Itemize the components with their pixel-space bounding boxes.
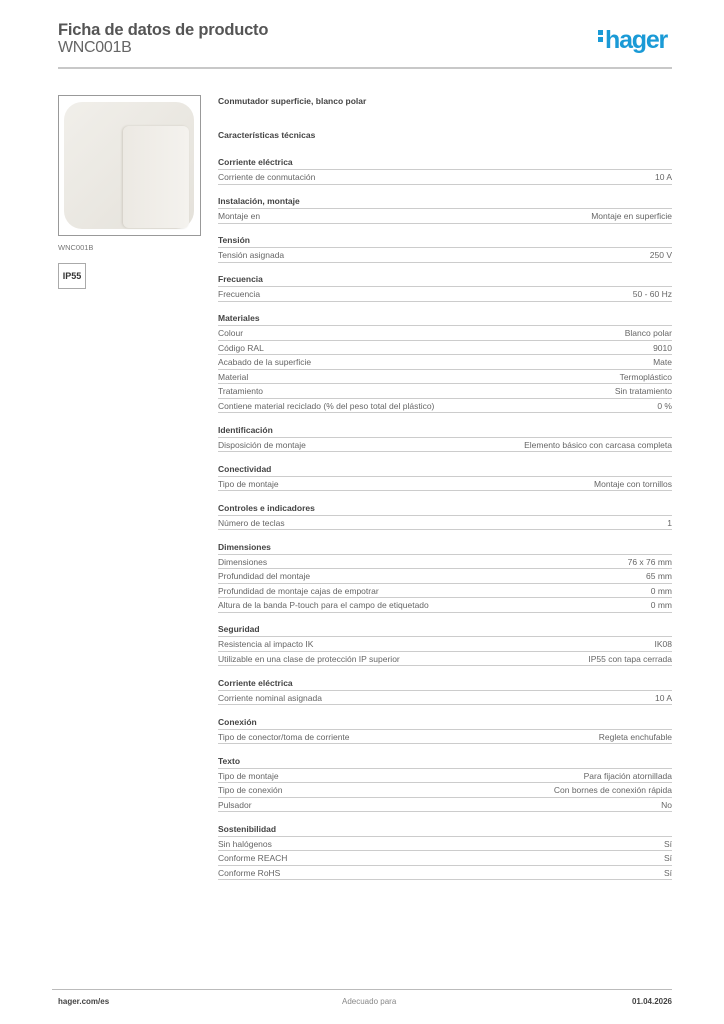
section-heading: Corriente eléctrica [218,155,672,170]
image-caption: WNC001B [58,243,94,252]
section-heading: Controles e indicadores [218,501,672,516]
spec-row [218,555,672,570]
footer-website-link[interactable]: hager.com/es [58,997,110,1006]
spec-section [218,272,672,302]
spec-label: Profundidad de montaje cajas de empotrar [218,585,379,596]
spec-value: 10 A [654,692,672,703]
hager-logo [598,26,667,55]
spec-row [218,851,672,866]
spec-row [218,248,672,263]
spec-label: Corriente de conmutación [218,172,316,182]
spec-row [218,209,672,224]
spec-section [218,822,672,881]
tech-characteristics-heading: Características técnicas [218,130,316,140]
spec-label: Tipo de conector/toma de corriente [218,731,350,742]
spec-value: Montaje en superficie [591,211,672,221]
spec-value: 0 % [657,400,672,411]
spec-row [218,384,672,399]
logo-dots-icon [598,28,603,44]
footer-date: 01.04.2026 [631,997,672,1006]
spec-label: Tipo de montaje [218,478,279,489]
spec-row [218,326,672,341]
spec-label: Código RAL [218,342,264,353]
spec-section [218,423,672,453]
spec-label: Tratamiento [218,386,264,396]
spec-row [218,837,672,852]
spec-label: Sin halógenos [218,838,272,849]
spec-label: Tipo de montaje [218,770,279,781]
spec-value: Sí [663,838,672,849]
spec-label: Contiene material reciclado (% del peso total del plástico) [218,400,435,411]
spec-row [218,584,672,599]
spec-value: 65 mm [646,571,672,581]
spec-section [218,155,672,185]
footer-center-text: Adecuado para [342,997,397,1006]
spec-section [218,676,672,706]
spec-label: Tipo de conexión [218,785,283,795]
spec-label: Montaje en [218,211,261,221]
spec-row [218,598,672,613]
spec-label: Corriente nominal asignada [218,692,322,703]
spec-section [218,715,672,745]
section-heading: Frecuencia [218,272,672,287]
spec-label: Disposición de montaje [218,439,306,450]
spec-value: Sí [663,853,672,863]
spec-value: 76 x 76 mm [627,556,672,567]
spec-value: No [661,799,672,810]
section-heading: Instalación, montaje [218,194,672,209]
spec-value: Regleta enchufable [598,731,672,742]
spec-row [218,370,672,385]
spec-row [218,798,672,813]
spec-label: Tensión asignada [218,250,285,260]
spec-value: 50 - 60 Hz [632,289,672,299]
spec-section [218,622,672,666]
spec-section [218,311,672,413]
spec-value: Sí [663,867,672,878]
spec-section [218,233,672,263]
page-title: Ficha de datos de producto [58,21,269,39]
spec-row [218,730,672,745]
footer-divider [52,989,672,990]
spec-section [218,462,672,492]
section-heading: Dimensiones [218,540,672,555]
spec-row [218,399,672,414]
spec-label: Pulsador [218,799,252,810]
spec-value: Con bornes de conexión rápida [553,785,672,795]
spec-value: 0 mm [650,600,672,610]
spec-label: Colour [218,328,244,338]
spec-value: Blanco polar [624,328,672,338]
spec-row [218,287,672,302]
spec-row [218,691,672,706]
spec-label: Dimensiones [218,556,268,567]
spec-value: Elemento básico con carcasa completa [524,439,672,450]
ip-rating-badge: IP55 [58,263,86,289]
spec-label: Conforme RoHS [218,867,281,878]
spec-section [218,501,672,531]
spec-value: Para fijación atornillada [583,770,672,781]
spec-row [218,516,672,531]
section-heading: Conexión [218,715,672,730]
spec-row [218,866,672,881]
spec-row [218,341,672,356]
spec-row [218,783,672,798]
spec-value: IK08 [654,639,672,649]
spec-section [218,194,672,224]
spec-value: IP55 con tapa cerrada [588,653,672,664]
section-heading: Conectividad [218,462,672,477]
spec-label: Altura de la banda P-touch para el campo de etiquetado [218,600,429,610]
spec-row [218,652,672,667]
switch-rocker [123,126,189,228]
product-image [58,95,201,236]
spec-row [218,477,672,492]
spec-sections [218,155,672,890]
spec-section [218,540,672,613]
section-heading: Sostenibilidad [218,822,672,837]
spec-row [218,170,672,185]
logo-text: hager [605,26,668,54]
spec-label: Conforme REACH [218,853,288,863]
section-heading: Seguridad [218,622,672,637]
spec-value: 9010 [653,342,672,353]
spec-label: Material [218,371,249,382]
spec-label: Frecuencia [218,289,261,299]
spec-row [218,769,672,784]
spec-value: 1 [667,517,672,528]
spec-label: Profundidad del montaje [218,571,311,581]
spec-value: 10 A [654,172,672,182]
spec-label: Utilizable en una clase de protección IP superior [218,653,400,664]
spec-value: Montaje con tornillos [594,478,672,489]
section-heading: Identificación [218,423,672,438]
section-heading: Corriente eléctrica [218,676,672,691]
header-divider [58,67,672,69]
product-name: Conmutador superficie, blanco polar [218,96,367,106]
spec-row [218,637,672,652]
product-reference: WNC001B [58,39,132,56]
spec-value: Termoplástico [619,371,672,382]
spec-value: 250 V [649,250,672,260]
spec-label: Resistencia al impacto IK [218,639,314,649]
spec-value: Mate [653,357,672,367]
spec-row [218,569,672,584]
section-heading: Tensión [218,233,672,248]
spec-value: 0 mm [650,585,672,596]
spec-section [218,754,672,813]
section-heading: Materiales [218,311,672,326]
spec-label: Número de teclas [218,517,285,528]
spec-label: Acabado de la superficie [218,357,312,367]
section-heading: Texto [218,754,672,769]
spec-row [218,438,672,453]
spec-value: Sin tratamiento [614,386,672,396]
spec-row [218,355,672,370]
